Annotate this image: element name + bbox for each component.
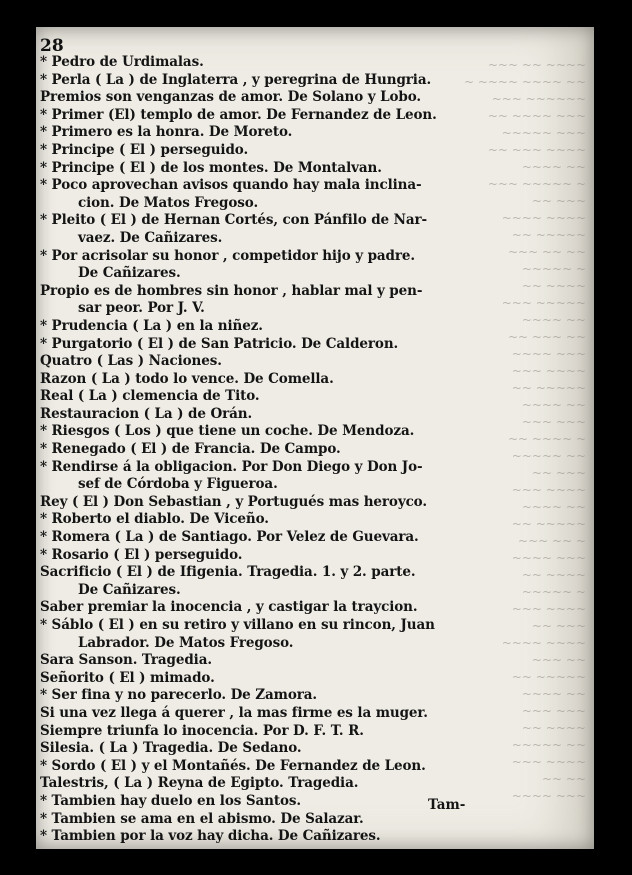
entry-continuation-line: De Cañizares.: [78, 581, 181, 598]
entry-line: Talestris, ( La ) Reyna de Egipto. Tragedia.: [40, 775, 359, 792]
entry-line: * Pedro de Urdimalas.: [40, 54, 204, 70]
entry-line: Saber premiar la inocencia , y castigar la traycion.: [40, 599, 418, 616]
play-title-list: [40, 54, 470, 846]
entry-continuation-line: De Cañizares.: [78, 265, 181, 282]
entry-line: * Primer (El) templo de amor. De Fernandez de Leon.: [40, 106, 437, 123]
entry-continuation-line: sar peor. Por J. V.: [78, 300, 205, 317]
entry-line: * Tambien por la voz hay dicha. De Cañizares.: [40, 828, 381, 845]
entry-continuation-line: Labrador. De Matos Fregoso.: [78, 634, 294, 651]
entry-line: Silesia. ( La ) Tragedia. De Sedano.: [40, 740, 302, 757]
entry-line: * Sordo ( El ) y el Montañés. De Fernandez de Leon.: [40, 757, 426, 774]
entry-line: Premios son venganzas de amor. De Solano y Lobo.: [40, 89, 421, 106]
entry-line: Rey ( El ) Don Sebastian , y Portugués mas heroyco.: [40, 493, 427, 510]
entry-line: * Romera ( La ) de Santiago. Por Velez de Guevara.: [40, 529, 419, 546]
entry-continuation-line: cion. De Matos Fregoso.: [78, 194, 259, 211]
entry-line: * Prudencia ( La ) en la niñez.: [40, 317, 263, 334]
entry-line: Sara Sanson. Tragedia.: [40, 652, 212, 669]
bleed-through-texture: ~~~ ~~ ~~~~ ~ ~~~~ ~~~~ ~~ ~~~ ~~~~~~ ~~ ~~~~ ~~~ ~~~~~ ~~~ ~~ ~~~ ~~~~ ~~~~ ~~ ~~~ ~~~~~ ~ ~~ ~~~ ~~~~ ~~~~ ~~ ~~~~~ ~~~ ~~ ~~ ~~~~~ ~ ~~ ~~~~ ~~~ ~~~~~ ~~~~ ~~ ~~ ~~~ ~~ ~~~~ ~~~ ~~~ ~~~~ ~~ ~~~~~ ~~~~ ~~ ~~~ ~~~ ~~ ~~~~ ~ ~~~~~ ~~ ~~ ~~~ ~~~ ~~~~ ~~~~ ~~ ~~ ~~~~~ ~~~ ~~ ~ ~~~~ ~~~ ~~ ~~~~ ~~~~~ ~ ~~~ ~~~~ ~~ ~~~ ~~~~ ~~~~ ~~~ ~~ ~~ ~~~~~ ~~~~ ~~ ~~~ ~~~ ~~ ~~~~ ~~~~~ ~~ ~~~ ~~~~ ~~ ~~ ~~~~ ~~~: [463, 58, 586, 803]
entry-line: Razon ( La ) todo lo vence. De Comella.: [40, 370, 334, 387]
page-number: 28: [40, 36, 64, 56]
entry-line: Propio es de hombres sin honor , hablar mal y pen-: [40, 282, 423, 299]
entry-line: Si una vez llega á querer , la mas firme es la muger.: [40, 704, 428, 721]
entry-line: * Tambien se ama en el abismo. De Salazar.: [40, 810, 364, 827]
entry-line: * Principe ( El ) de los montes. De Montalvan.: [40, 159, 382, 176]
entry-line: * Tambien hay duelo en los Santos.: [40, 792, 301, 809]
entry-line: * Por acrisolar su honor , competidor hijo y padre.: [40, 247, 415, 264]
entry-line: * Pleito ( El ) de Hernan Cortés, con Pánfilo de Nar-: [40, 212, 428, 229]
entry-line: * Renegado ( El ) de Francia. De Campo.: [40, 441, 341, 458]
entry-line: * Roberto el diablo. De Viceño.: [40, 511, 269, 528]
entry-line: * Riesgos ( Los ) que tiene un coche. De Mendoza.: [40, 423, 415, 440]
entry-line: Sacrificio ( El ) de Ifigenia. Tragedia. 1. y 2. parte.: [40, 564, 416, 581]
entry-line: Quatro ( Las ) Naciones.: [40, 353, 222, 370]
entry-line: Real ( La ) clemencia de Tito.: [40, 388, 260, 405]
entry-line: * Sáblo ( El ) en su retiro y villano en su rincon, Juan: [40, 617, 435, 633]
entry-line: * Perla ( La ) de Inglaterra , y peregrina de Hungria.: [40, 71, 432, 88]
catchword: Tam-: [428, 797, 466, 813]
entry-line: * Rosario ( El ) perseguido.: [40, 546, 243, 563]
entry-line: * Purgatorio ( El ) de San Patricio. De Calderon.: [40, 335, 399, 352]
entry-continuation-line: sef de Córdoba y Figueroa.: [78, 476, 278, 493]
entry-continuation-line: vaez. De Cañizares.: [78, 229, 223, 246]
entry-line: * Poco aprovechan avisos quando hay mala inclina-: [40, 177, 422, 194]
entry-line: Restauracion ( La ) de Orán.: [40, 405, 253, 422]
entry-line: * Primero es la honra. De Moreto.: [40, 124, 293, 141]
entry-line: * Rendirse á la obligacion. Por Don Diego y Don Jo-: [40, 458, 423, 475]
entry-line: Señorito ( El ) mimado.: [40, 669, 215, 686]
entry-line: * Ser fina y no parecerlo. De Zamora.: [40, 687, 318, 704]
entry-line: Siempre triunfa lo inocencia. Por D. F. T. R.: [40, 722, 364, 739]
entry-line: * Principe ( El ) perseguido.: [40, 141, 249, 158]
